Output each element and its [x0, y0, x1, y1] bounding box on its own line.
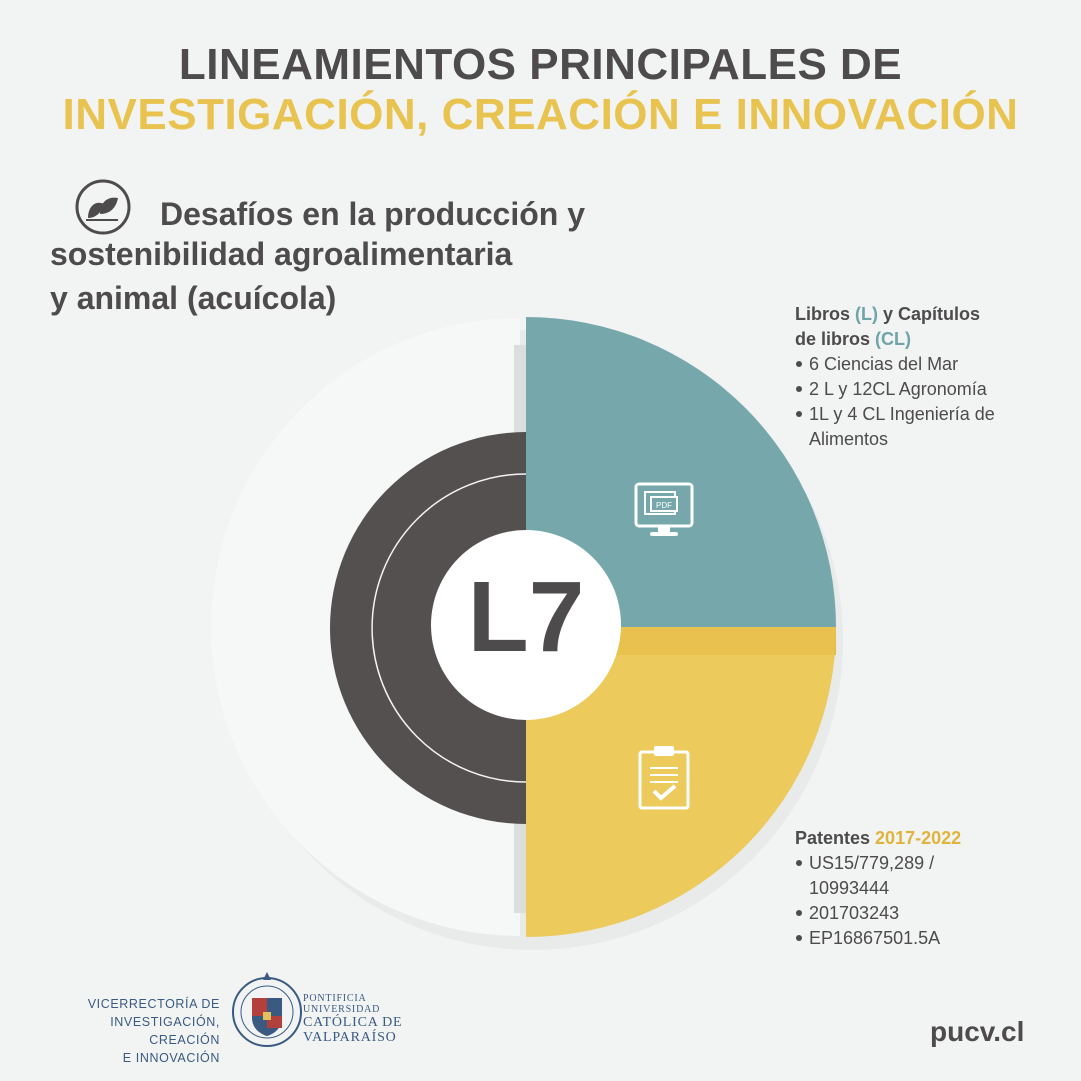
univ-line: PONTIFICIA [303, 993, 367, 1004]
books-info [795, 302, 1055, 452]
title-line-2: INVESTIGACIÓN, CREACIÓN E INNOVACIÓN [62, 90, 1019, 139]
line-code: L7 [467, 561, 585, 673]
org-line: VICERRECTORÍA DE [87, 997, 220, 1011]
books-heading-part: Libros [795, 304, 856, 324]
title-line-1: LINEAMIENTOS PRINCIPALES DE [178, 40, 903, 89]
website-link[interactable]: pucv.cl [930, 1016, 1025, 1047]
vice-rectorate-name [40, 995, 220, 1067]
university-name [303, 993, 402, 1045]
svg-text:PDF: PDF [656, 501, 672, 510]
list-item: 1L y 4 CL Ingeniería de Alimentos [795, 402, 1055, 452]
org-line: INVESTIGACIÓN, CREACIÓN [110, 1015, 220, 1047]
university-seal-icon [230, 968, 304, 1052]
patents-heading-part: Patentes [795, 828, 876, 848]
list-item: US15/779,289 / 10993444 [795, 851, 969, 901]
books-heading-part: (L) [855, 304, 878, 324]
books-heading-part: y Capítulos [878, 304, 981, 324]
books-list [795, 352, 1055, 452]
univ-line: VALPARAÍSO [303, 1030, 397, 1045]
books-heading-part: (CL) [875, 329, 911, 349]
patents-heading-part: 2017-2022 [875, 828, 962, 848]
books-heading [795, 302, 1055, 352]
list-item: EP16867501.5A [795, 926, 1055, 951]
org-line: E INNOVACIÓN [122, 1051, 220, 1065]
subtitle-line-2: sostenibilidad agroalimentaria [50, 236, 513, 272]
univ-line: UNIVERSIDAD [303, 1004, 381, 1015]
patents-info [795, 826, 1055, 951]
list-item: 6 Ciencias del Mar [795, 352, 1055, 377]
subtitle-line-1: Desafíos en la producción y [160, 196, 585, 232]
subtitle-line-3: y animal (acuícola) [50, 280, 337, 316]
books-heading-part: de libros [795, 329, 876, 349]
list-item: 2 L y 12CL Agronomía [795, 377, 1055, 402]
patents-list [795, 851, 1055, 951]
univ-line: CATÓLICA DE [303, 1015, 403, 1030]
patents-heading [795, 826, 1055, 851]
list-item: 201703243 [795, 901, 1055, 926]
